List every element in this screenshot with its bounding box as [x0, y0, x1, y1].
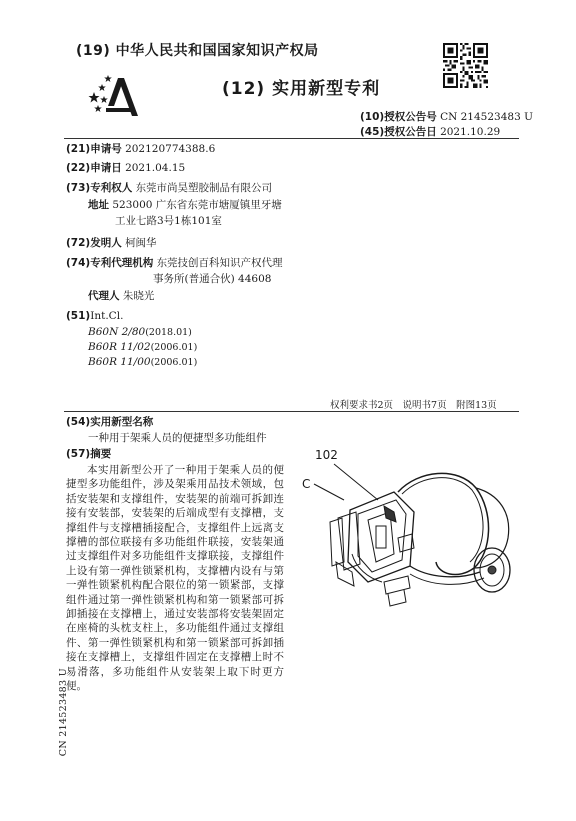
agency-line1: 东莞技创百科知识产权代理 [156, 257, 283, 269]
doc-type-name: 实用新型专利 [272, 79, 381, 99]
device-drawing [298, 442, 524, 612]
pub-number-code: (10) [360, 111, 385, 123]
address-field: 地址 523000 广东省东莞市塘厦镇里牙塘 [88, 199, 282, 211]
middle-divider [64, 411, 519, 412]
inventor-name: 柯闽华 [125, 237, 157, 249]
pub-date-value: 2021.10.29 [440, 126, 501, 138]
qr-code-icon [443, 43, 488, 88]
int-cl-field: (51)Int.Cl. [66, 310, 124, 322]
agent-name: 朱晓光 [122, 290, 155, 302]
address-line1: 523000 广东省东莞市塘厦镇里牙塘 [112, 199, 282, 211]
application-date: 2021.04.15 [125, 162, 186, 174]
header-divider [64, 138, 519, 139]
title-label-field: (54)实用新型名称 [66, 416, 154, 428]
address-line2: 工业七路3号1栋101室 [115, 215, 222, 227]
office-code: (19) [76, 43, 111, 59]
application-number-field: (21)申请号 202120774388.6 [66, 143, 216, 155]
document-type [222, 74, 380, 99]
side-publication-number: CN 214523483 U [58, 668, 69, 757]
publication-date-row [360, 124, 500, 139]
office-header [76, 40, 319, 60]
application-date-field: (22)申请日 2021.04.15 [66, 162, 186, 174]
abstract-text: 本实用新型公开了一种用于架乘人员的便捷型多功能组件，涉及架乘用品技术领域，包括安装架和支撑组件，安装架的前端可拆卸连接有安装部，安装架的后端成型有支撑槽，支撑组件与支撑槽插接配合，支撑组件上远离支撑槽的部位联接有多功能组件联接，安装架通过支撑组件对多功能组件支撑联接，支撑组件上设有第一弹性锁紧机构，支撑槽内设有与第一弹性锁紧机构配合限位的第一锁紧部，支撑组件通过第一弹性锁紧机构和第一锁紧部可拆卸插接在支撑槽上，通过安装部将安装架固定在座椅的头枕支柱上，多功能组件通过支撑组件、第一弹性锁紧机构和第一锁紧部可拆卸插接在支撑槽上，支撑组件固定在支撑槽上时不易滑落，多功能组件从安装架上取下时更方便。 [66, 464, 284, 693]
pages-info: 权利要求书2页 说明书7页 附图13页 [330, 400, 497, 411]
cnipa-logo-icon [88, 72, 144, 118]
int-cl-item: B60R 11/00(2006.01) [88, 356, 198, 368]
pub-number-value: CN 214523483 U [440, 111, 533, 123]
office-name: 中华人民共和国国家知识产权局 [115, 43, 319, 59]
patentee-field: (73)专利权人 东莞市尚昊塑胶制品有限公司 [66, 182, 273, 194]
pub-date-label: 授权公告日 [384, 126, 437, 138]
application-number: 202120774388.6 [125, 143, 216, 155]
int-cl-item: B60N 2/80(2018.01) [88, 326, 192, 338]
inventor-field: (72)发明人 柯闽华 [66, 237, 157, 249]
int-cl-item: B60R 11/02(2006.01) [88, 341, 198, 353]
publication-number-row [360, 109, 533, 124]
utility-model-title: 一种用于架乘人员的便捷型多功能组件 [88, 432, 267, 444]
pub-number-label: 授权公告号 [384, 111, 437, 123]
abstract-label-field: (57)摘要 [66, 448, 112, 460]
patentee-name: 东莞市尚昊塑胶制品有限公司 [135, 182, 273, 194]
agency-field: (74)专利代理机构 东莞技创百科知识产权代理 [66, 257, 283, 269]
agent-field: 代理人 朱晓光 [88, 290, 155, 302]
label-c: C [302, 477, 311, 491]
doc-type-code: (12) [222, 79, 266, 99]
pub-date-code: (45) [360, 126, 385, 138]
label-102: 102 [315, 448, 338, 462]
agency-line2: 事务所(普通合伙) 44608 [153, 273, 272, 285]
